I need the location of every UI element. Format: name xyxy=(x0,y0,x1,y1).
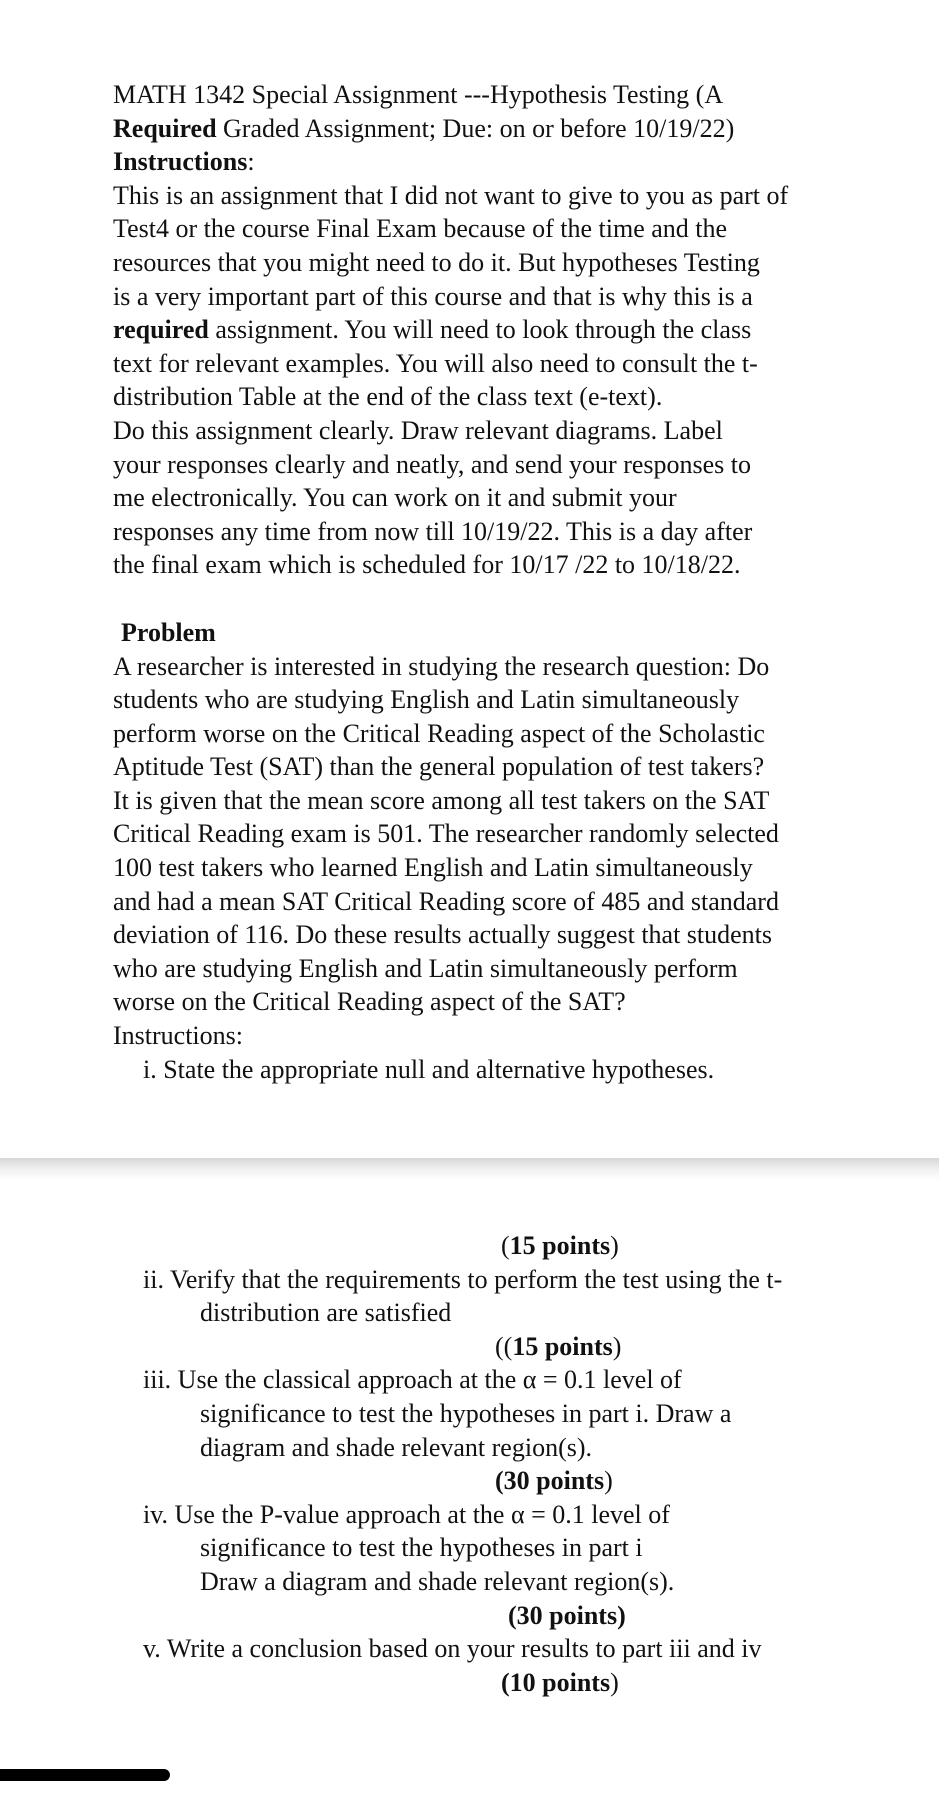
problem-line: It is given that the mean score among all test takers on the SAT xyxy=(113,785,770,815)
item-v: v. Write a conclusion based on your results to part iii and iv xyxy=(143,1634,762,1664)
points-iii xyxy=(113,1464,913,1498)
problem-line: Critical Reading exam is 501. The researcher randomly selected xyxy=(113,819,779,849)
points-iii-close: ) xyxy=(604,1466,613,1496)
problem-line: who are studying English and Latin simultaneously perform xyxy=(113,953,738,983)
points-ii-open: (( xyxy=(495,1331,513,1361)
problem-heading xyxy=(113,616,873,650)
item-iii-cont: diagram and shade relevant region(s). xyxy=(200,1432,593,1462)
points-i xyxy=(113,1229,913,1263)
instructions-heading-text: Instructions xyxy=(113,147,248,177)
instructions-line: the final exam which is scheduled for 10/17 /22 to 10/18/22. xyxy=(113,550,741,580)
instructions-line: responses any time from now till 10/19/22. This is a day after xyxy=(113,516,753,546)
item-iv-cont: Draw a diagram and shade relevant region(s). xyxy=(200,1566,675,1596)
instructions-line: Do this assignment clearly. Draw relevant diagrams. Label xyxy=(113,415,723,445)
item-iv-cont: significance to test the hypotheses in part i xyxy=(200,1533,643,1563)
problem-heading-text: Problem xyxy=(121,617,216,647)
points-iv-bold: (30 points) xyxy=(508,1600,626,1630)
problem-line: students who are studying English and Latin simultaneously xyxy=(113,685,740,715)
points-i-close: ) xyxy=(610,1231,619,1260)
problem-instructions-label: Instructions: xyxy=(113,1021,243,1051)
instructions-heading xyxy=(113,145,873,179)
problem-line: 100 test takers who learned English and Latin simultaneously xyxy=(113,853,753,883)
problem-line: deviation of 116. Do these results actually suggest that students xyxy=(113,920,773,950)
item-iv: iv. Use the P-value approach at the α = 0.1 level of xyxy=(143,1499,670,1529)
problem-line: A researcher is interested in studying the research question: Do xyxy=(113,651,770,681)
home-indicator[interactable] xyxy=(0,1769,170,1781)
page-separator xyxy=(0,1158,939,1180)
title-line-2 xyxy=(113,112,873,146)
item-ii-cont: distribution are satisfied xyxy=(200,1298,452,1328)
item-i: i. State the appropriate null and alternative hypotheses. xyxy=(143,1054,715,1084)
points-ii-bold: 15 points xyxy=(512,1331,613,1361)
instructions-line-rest: assignment. You will need to look through the class xyxy=(208,315,752,345)
instructions-line: your responses clearly and neatly, and send your responses to xyxy=(113,449,752,479)
item-iii-cont: significance to test the hypotheses in part i. Draw a xyxy=(200,1398,732,1428)
required-emphasis: required xyxy=(113,315,209,345)
instructions-line: Test4 or the course Final Exam because of the time and the xyxy=(113,214,728,244)
instructions-colon: : xyxy=(247,147,255,177)
problem-line: and had a mean SAT Critical Reading score of 485 and standard xyxy=(113,886,779,916)
points-ii-close: ) xyxy=(612,1331,622,1361)
points-v xyxy=(113,1666,913,1700)
instructions-line: This is an assignment that I did not want to give to you as part of xyxy=(113,180,789,210)
required-label: Required xyxy=(113,113,217,143)
page-1 xyxy=(113,78,873,1086)
instructions-line: text for relevant examples. You will also need to consult the t- xyxy=(113,348,758,378)
instructions-line xyxy=(113,313,873,347)
item-ii: ii. Verify that the requirements to perform the test using the t- xyxy=(143,1264,783,1294)
page-2 xyxy=(113,1229,913,1699)
points-v-close: ) xyxy=(610,1667,619,1697)
item-iii: iii. Use the classical approach at the α = 0.1 level of xyxy=(143,1365,682,1395)
points-v-bold: (10 points xyxy=(501,1667,611,1697)
problem-line: perform worse on the Critical Reading aspect of the Scholastic xyxy=(113,718,765,748)
title-line-2-rest: Graded Assignment; Due: on or before 10/19/22) xyxy=(216,113,735,143)
instructions-line: me electronically. You can work on it and submit your xyxy=(113,483,677,513)
instructions-line: distribution Table at the end of the class text (e-text). xyxy=(113,382,663,412)
points-i-bold: 15 points xyxy=(509,1231,611,1260)
problem-line: worse on the Critical Reading aspect of the SAT? xyxy=(113,987,626,1017)
points-iii-bold: (30 points xyxy=(495,1466,605,1496)
points-iv xyxy=(113,1599,913,1633)
title-line-1: MATH 1342 Special Assignment ---Hypothesis Testing (A xyxy=(113,80,724,109)
instructions-line: resources that you might need to do it. But hypotheses Testing xyxy=(113,247,760,277)
problem-line: Aptitude Test (SAT) than the general population of test takers? xyxy=(113,752,765,782)
instructions-line: is a very important part of this course and that is why this is a xyxy=(113,281,753,311)
points-i-open: ( xyxy=(501,1231,510,1260)
points-ii xyxy=(113,1330,913,1364)
